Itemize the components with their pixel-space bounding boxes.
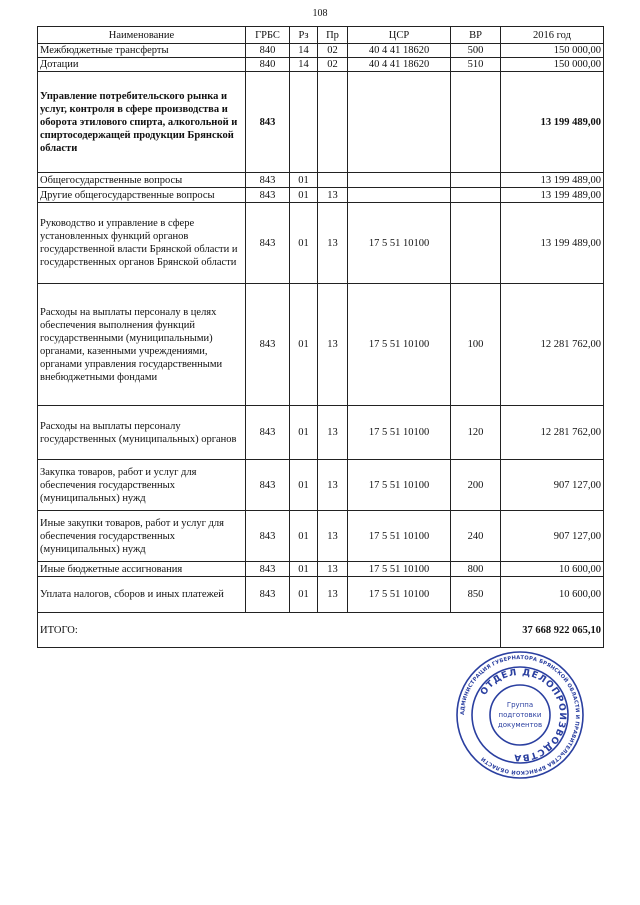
row-pr: 02 bbox=[318, 58, 348, 72]
row-csr: 17 5 51 10100 bbox=[348, 284, 451, 406]
table-row bbox=[38, 72, 604, 173]
table-row bbox=[38, 577, 604, 613]
row-vr: 200 bbox=[451, 460, 501, 511]
row-grbs: 843 bbox=[246, 577, 290, 613]
row-name: Межбюджетные трансферты bbox=[38, 44, 246, 58]
stamp-center-line-2: подготовки bbox=[498, 711, 542, 719]
table-row bbox=[38, 44, 604, 58]
row-name: Иные бюджетные ассигнования bbox=[38, 562, 246, 577]
header-pr: Пр bbox=[318, 27, 348, 44]
row-csr: 40 4 41 18620 bbox=[348, 44, 451, 58]
row-pr: 02 bbox=[318, 44, 348, 58]
department-stamp bbox=[455, 650, 585, 780]
row-vr: 120 bbox=[451, 406, 501, 460]
row-grbs: 843 bbox=[246, 203, 290, 284]
row-rz: 01 bbox=[290, 406, 318, 460]
row-name: Дотации bbox=[38, 58, 246, 72]
budget-table bbox=[37, 26, 604, 648]
row-rz: 01 bbox=[290, 173, 318, 188]
row-pr bbox=[318, 173, 348, 188]
row-rz: 01 bbox=[290, 577, 318, 613]
row-amount: 13 199 489,00 bbox=[501, 188, 604, 203]
row-rz: 01 bbox=[290, 562, 318, 577]
header-vr: ВР bbox=[451, 27, 501, 44]
row-vr bbox=[451, 173, 501, 188]
row-grbs: 840 bbox=[246, 44, 290, 58]
row-grbs: 843 bbox=[246, 173, 290, 188]
row-pr: 13 bbox=[318, 460, 348, 511]
row-csr: 17 5 51 10100 bbox=[348, 562, 451, 577]
row-grbs: 840 bbox=[246, 58, 290, 72]
row-vr bbox=[451, 188, 501, 203]
row-rz: 01 bbox=[290, 460, 318, 511]
row-csr bbox=[348, 173, 451, 188]
total-amount: 37 668 922 065,10 bbox=[501, 613, 604, 648]
row-vr: 850 bbox=[451, 577, 501, 613]
row-rz: 01 bbox=[290, 511, 318, 562]
row-amount: 10 600,00 bbox=[501, 562, 604, 577]
table-row bbox=[38, 460, 604, 511]
row-name: Другие общегосударственные вопросы bbox=[38, 188, 246, 203]
row-rz: 01 bbox=[290, 284, 318, 406]
row-vr: 240 bbox=[451, 511, 501, 562]
row-vr: 100 bbox=[451, 284, 501, 406]
row-grbs: 843 bbox=[246, 72, 290, 173]
table-row bbox=[38, 284, 604, 406]
row-pr: 13 bbox=[318, 284, 348, 406]
row-name: Расходы на выплаты персоналу в целях обеспечения выполнения функций государственными (муниципальными) органами, казенными учреждениями, органами управления государственными внебюджетными фондами bbox=[38, 284, 246, 406]
page-number: 108 bbox=[312, 8, 328, 19]
row-name: Закупка товаров, работ и услуг для обеспечения государственных (муниципальных) нужд bbox=[38, 460, 246, 511]
row-vr: 510 bbox=[451, 58, 501, 72]
row-amount: 12 281 762,00 bbox=[501, 284, 604, 406]
header-rz: Рз bbox=[290, 27, 318, 44]
row-name: Управление потребительского рынка и услуг, контроля в сфере производства и оборота этилового спирта, алкогольной и спиртосодержащей продукции Брянской области bbox=[38, 72, 246, 173]
row-pr: 13 bbox=[318, 188, 348, 203]
row-grbs: 843 bbox=[246, 188, 290, 203]
row-grbs: 843 bbox=[246, 511, 290, 562]
row-csr: 40 4 41 18620 bbox=[348, 58, 451, 72]
total-row bbox=[38, 613, 604, 648]
header-csr: ЦСР bbox=[348, 27, 451, 44]
row-pr: 13 bbox=[318, 577, 348, 613]
row-amount: 13 199 489,00 bbox=[501, 203, 604, 284]
row-rz: 01 bbox=[290, 188, 318, 203]
row-rz: 01 bbox=[290, 203, 318, 284]
table-row bbox=[38, 406, 604, 460]
row-vr bbox=[451, 203, 501, 284]
row-csr bbox=[348, 72, 451, 173]
row-name: Расходы на выплаты персоналу государственных (муниципальных) органов bbox=[38, 406, 246, 460]
row-csr: 17 5 51 10100 bbox=[348, 203, 451, 284]
table-header-row bbox=[38, 27, 604, 44]
table-row bbox=[38, 562, 604, 577]
row-csr: 17 5 51 10100 bbox=[348, 511, 451, 562]
row-pr: 13 bbox=[318, 511, 348, 562]
row-pr: 13 bbox=[318, 406, 348, 460]
row-grbs: 843 bbox=[246, 460, 290, 511]
row-pr: 13 bbox=[318, 203, 348, 284]
row-grbs: 843 bbox=[246, 406, 290, 460]
row-rz: 14 bbox=[290, 44, 318, 58]
header-name: Наименование bbox=[38, 27, 246, 44]
row-rz: 14 bbox=[290, 58, 318, 72]
row-vr: 800 bbox=[451, 562, 501, 577]
row-amount: 150 000,00 bbox=[501, 44, 604, 58]
row-grbs: 843 bbox=[246, 284, 290, 406]
row-amount: 13 199 489,00 bbox=[501, 173, 604, 188]
header-year: 2016 год bbox=[501, 27, 604, 44]
stamp-center-line-3: документов bbox=[497, 721, 543, 729]
row-amount: 150 000,00 bbox=[501, 58, 604, 72]
row-rz bbox=[290, 72, 318, 173]
row-amount: 907 127,00 bbox=[501, 511, 604, 562]
total-label: ИТОГО: bbox=[38, 613, 501, 648]
row-amount: 10 600,00 bbox=[501, 577, 604, 613]
row-grbs: 843 bbox=[246, 562, 290, 577]
table-row bbox=[38, 188, 604, 203]
row-name: Иные закупки товаров, работ и услуг для обеспечения государственных (муниципальных) нужд bbox=[38, 511, 246, 562]
row-pr bbox=[318, 72, 348, 173]
header-grbs: ГРБС bbox=[246, 27, 290, 44]
table-row bbox=[38, 203, 604, 284]
table-row bbox=[38, 511, 604, 562]
row-csr: 17 5 51 10100 bbox=[348, 577, 451, 613]
row-csr bbox=[348, 188, 451, 203]
stamp-inner-textpath: ОТДЕЛ ДЕЛОПРОИЗВОДСТВА bbox=[479, 667, 568, 763]
row-amount: 12 281 762,00 bbox=[501, 406, 604, 460]
stamp-outer-textpath: АДМИНИСТРАЦИЯ ГУБЕРНАТОРА БРЯНСКОЙ ОБЛАСТИ И ПРАВИТЕЛЬСТВА БРЯНСКОЙ ОБЛАСТИ bbox=[459, 654, 581, 776]
row-amount: 13 199 489,00 bbox=[501, 72, 604, 173]
row-name: Руководство и управление в сфере установленных функций органов государственной власти Брянской области и государственных органов Брянской области bbox=[38, 203, 246, 284]
row-pr: 13 bbox=[318, 562, 348, 577]
stamp-center-line-1: Группа bbox=[506, 701, 534, 709]
row-vr bbox=[451, 72, 501, 173]
row-amount: 907 127,00 bbox=[501, 460, 604, 511]
row-csr: 17 5 51 10100 bbox=[348, 460, 451, 511]
table-row bbox=[38, 58, 604, 72]
row-csr: 17 5 51 10100 bbox=[348, 406, 451, 460]
row-vr: 500 bbox=[451, 44, 501, 58]
row-name: Уплата налогов, сборов и иных платежей bbox=[38, 577, 246, 613]
row-name: Общегосударственные вопросы bbox=[38, 173, 246, 188]
table-row bbox=[38, 173, 604, 188]
